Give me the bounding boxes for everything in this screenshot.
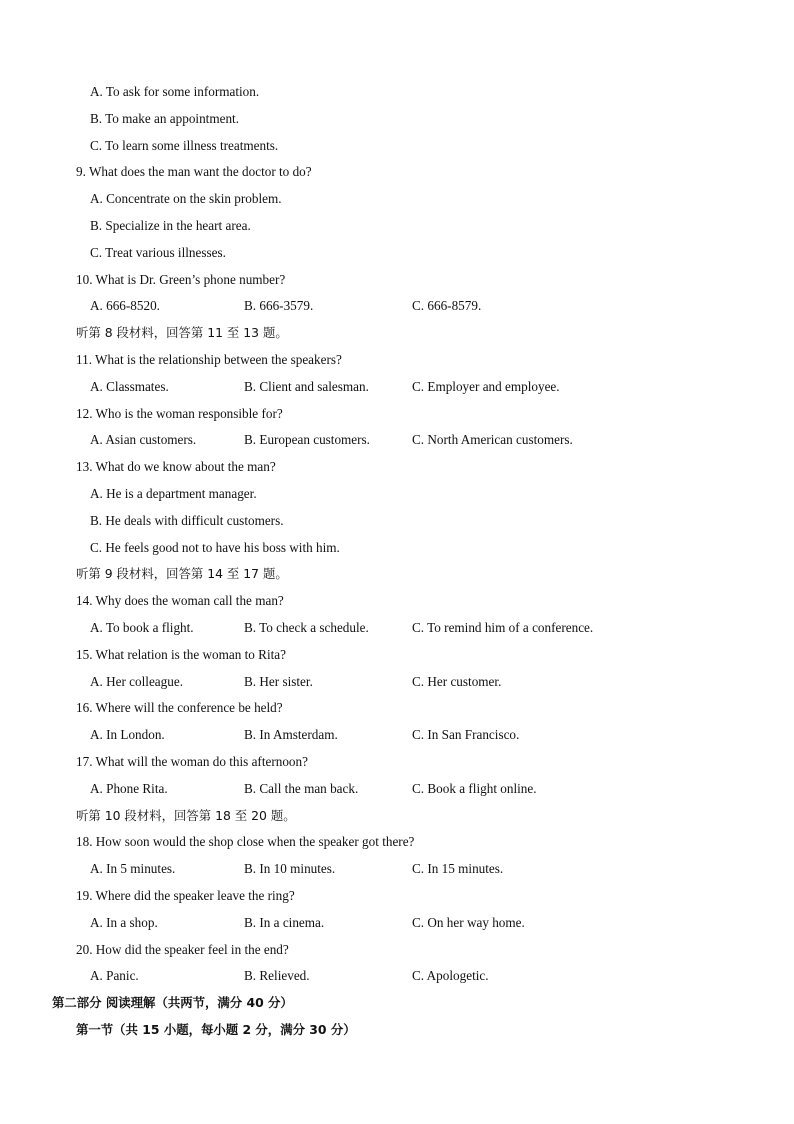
question-text: 14. Why does the woman call the man? <box>76 593 284 609</box>
answer-option: B. 666-3579. <box>244 298 314 314</box>
question-text: 15. What relation is the woman to Rita? <box>76 646 286 662</box>
answer-options-row <box>0 963 794 990</box>
part-heading: 第二部分 阅读理解（共两节，满分 40 分） <box>52 995 293 1011</box>
section-instruction: 听第 9 段材料，回答第 14 至 17 题。 <box>76 566 288 582</box>
answer-option: A. To ask for some information. <box>90 84 260 99</box>
answer-option: A. Panic. <box>90 968 139 984</box>
answer-options-row <box>0 615 794 642</box>
question-text: 10. What is Dr. Green’s phone number? <box>76 271 286 287</box>
answer-option: A. Classmates. <box>90 378 169 394</box>
exam-page <box>0 79 794 1044</box>
answer-option: B. In 10 minutes. <box>244 861 336 877</box>
answer-option: A. Asian customers. <box>90 432 197 448</box>
answer-option: C. Treat various illnesses. <box>90 244 226 260</box>
answer-options-row <box>0 776 794 803</box>
section-instruction: 听第 8 段材料，回答第 11 至 13 题。 <box>76 325 288 341</box>
answer-option: A. In 5 minutes. <box>90 861 176 877</box>
answer-option: C. North American customers. <box>412 432 573 448</box>
answer-options-row <box>0 374 794 401</box>
question-text: 20. How did the speaker feel in the end? <box>76 941 289 957</box>
answer-option: B. To make an appointment. <box>90 110 239 126</box>
question-text: 18. How soon would the shop close when the speaker got there? <box>76 834 415 850</box>
answer-option: B. He deals with difficult customers. <box>90 512 284 528</box>
answer-option: C. Her customer. <box>412 673 502 689</box>
answer-options-row <box>0 427 794 454</box>
answer-option: A. He is a department manager. <box>90 485 257 501</box>
answer-option: A. Phone Rita. <box>90 780 168 796</box>
answer-option: A. Her colleague. <box>90 673 184 689</box>
answer-options-row <box>0 669 794 696</box>
answer-option: B. Specialize in the heart area. <box>90 217 251 233</box>
answer-option: A. In London. <box>90 727 165 743</box>
answer-option: C. To remind him of a conference. <box>412 619 594 635</box>
answer-option: A. To book a flight. <box>90 619 194 635</box>
subsection-heading: 第一节（共 15 小题，每小题 2 分，满分 30 分） <box>76 1021 356 1037</box>
answer-option: B. To check a schedule. <box>244 619 369 635</box>
answer-option: A. Concentrate on the skin problem. <box>90 191 282 207</box>
answer-option: C. To learn some illness treatments. <box>90 137 279 153</box>
answer-option: C. In San Francisco. <box>412 727 520 743</box>
answer-option: B. Client and salesman. <box>244 378 369 394</box>
answer-option: C. Apologetic. <box>412 968 489 984</box>
answer-options-row <box>0 856 794 883</box>
answer-option: B. In a cinema. <box>244 914 325 930</box>
answer-option: B. Her sister. <box>244 673 313 689</box>
answer-option: B. European customers. <box>244 432 370 448</box>
answer-option: C. Book a flight online. <box>412 780 537 796</box>
question-text: 13. What do we know about the man? <box>76 459 276 475</box>
answer-option: B. Call the man back. <box>244 780 359 796</box>
question-text: 17. What will the woman do this afternoon? <box>76 753 308 769</box>
question-text: 19. Where did the speaker leave the ring? <box>76 887 295 903</box>
question-text: 16. Where will the conference be held? <box>76 700 283 716</box>
section-instruction: 听第 10 段材料，回答第 18 至 20 题。 <box>76 807 296 823</box>
answer-option: B. Relieved. <box>244 968 310 984</box>
answer-option: C. In 15 minutes. <box>412 861 504 877</box>
answer-option: A. In a shop. <box>90 914 158 930</box>
answer-options-row <box>0 910 794 937</box>
answer-option: C. On her way home. <box>412 914 525 930</box>
question-text: 9. What does the man want the doctor to do? <box>76 164 312 180</box>
answer-option: C. Employer and employee. <box>412 378 560 394</box>
answer-option: A. 666-8520. <box>90 298 160 314</box>
answer-option: B. In Amsterdam. <box>244 727 338 743</box>
answer-option: C. He feels good not to have his boss with him. <box>90 539 340 555</box>
question-text: 11. What is the relationship between the speakers? <box>76 351 342 367</box>
answer-options-row <box>0 293 794 320</box>
question-text: 12. Who is the woman responsible for? <box>76 405 283 421</box>
answer-options-row <box>0 722 794 749</box>
answer-option: C. 666-8579. <box>412 298 482 314</box>
